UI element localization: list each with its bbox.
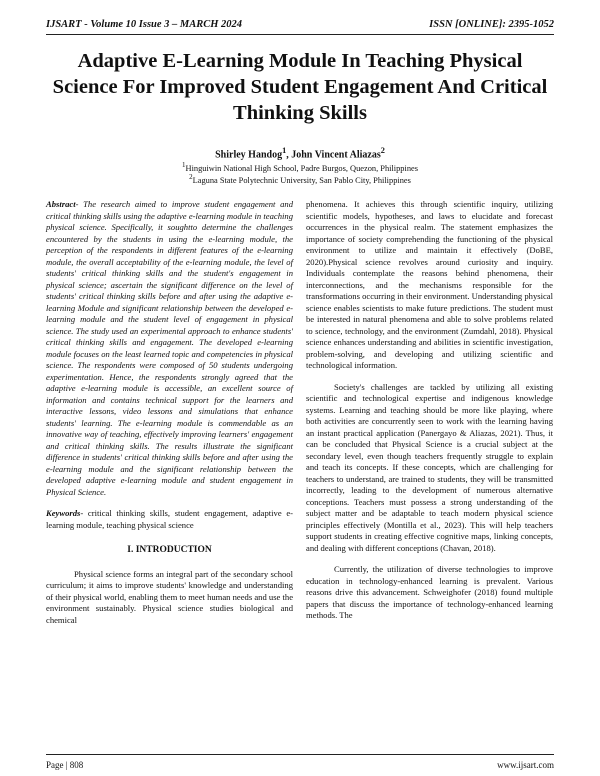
right-column: [306, 199, 553, 622]
author-2: John Vincent Aliazas: [291, 149, 381, 161]
section-heading: I. INTRODUCTION: [127, 545, 212, 555]
author-separator: ,: [286, 149, 292, 161]
affiliation-2-text: Laguna State Polytechnic University, San Pablo City, Philippines: [192, 175, 411, 185]
affiliation-2-sup: 2: [189, 173, 193, 181]
affiliation-1-sup: 1: [182, 161, 186, 169]
affiliation-1: [46, 161, 554, 173]
keywords-label: Keywords: [46, 508, 81, 518]
website-link[interactable]: www.ijsart.com: [497, 760, 554, 770]
author-1: Shirley Handog: [215, 149, 283, 161]
right-paragraph-2: Society's challenges are tackled by utilizing all existing scientific and technological expertise and indigenous knowledge systems. Learning and teaching should be more like playing, where both activities are concurrently seen to work with the learning having an instant practical application (Panergayo & Aliazas, 2021). Thus, it can be concluded that Physical Science is a crucial subject at the secondary level, even though teachers frequently struggle to explain and teach its concepts. If these concepts, which are challenging for teachers to understand, are trained to students, they will be transmitted incorrectly, leading to the development of numerous alternative conceptions. Teachers must possess a strong understanding of the subject matter and be adaptable to teach modern physical science principles effectively (Montilla et al., 2023). This will help teachers support students in creating effective cognitive maps, linking concepts, and dealing with different conceptions (Chavan, 2018).: [306, 381, 553, 553]
author-line: [46, 146, 554, 160]
journal-info: IJSART - Volume 10 Issue 3 – MARCH 2024: [46, 19, 243, 30]
page-number: Page | 808: [46, 760, 84, 770]
left-column: [46, 199, 293, 626]
keywords-text: - critical thinking skills, student engagement, adaptive e-learning module, teaching physical science: [46, 508, 293, 530]
issn-info: ISSN [ONLINE]: 2395-1052: [429, 19, 554, 30]
intro-paragraph-1: Physical science forms an integral part of the secondary school curriculum; it aims to improve students' knowledge and understanding of their physical world, enabling them to meet human needs and use the environment sustainably. Physical science studies biological and chemical: [46, 568, 294, 625]
right-paragraph-3: Currently, the utilization of diverse technologies to improve education in technology-enhanced learning is prevalent. Various reasons drive this advancement. Schweighofer (2018) found multiple papers that discuss the importance of technology-enhanced learning methods. The: [306, 564, 553, 620]
abstract-label: Abstract-: [46, 199, 79, 209]
header-rule: [46, 34, 554, 35]
affiliation-2: [46, 173, 554, 185]
keywords: [46, 508, 293, 531]
author-2-sup: 2: [380, 146, 385, 155]
footer-rule: [46, 754, 554, 755]
affiliation-1-text: Hinguiwin National High School, Padre Burgos, Quezon, Philippines: [185, 163, 418, 173]
right-paragraph-1: phenomena. It achieves this through scientific inquiry, utilizing scientific models, hypotheses, and laws to elucidate and forecast occurrences in the physical realm. The statement emphasizes the importance of society comprehending the functioning of the physical environment to utilize and maintain it effectively (DoBE, 2020).Physical science revolves around curiosity and inquiry. Individuals contemplate the reasons behind phenomena, their interconnections, and the mechanisms responsible for the transformations occurring in their environment. Understanding physical science enables scientists to make future predictions. The student must be interested in natural phenomena and able to solve problems related to science, technology, and the environment (Zumdahl, 2018). Physical science enhances understanding and abilities in scientific investigation, problem-solving, and developing and utilizing scientific and technological information.: [306, 199, 554, 370]
paper-title: Adaptive E-Learning Module In Teaching Physical Science For Improved Student Engagement And Critical Thinking Skills: [52, 50, 548, 124]
abstract-text: The research aimed to improve student engagement and critical thinking skills using the adaptive e-learning module in teaching physical science. Specifically, it soughtto determine the challenges encountered by the students in using the e-learning module, the perception of the respondents in different features of the e-learning module, the overall acceptability of the e-learning module, the level of students' critical thinking skills and the student's engagement in physical science; ascertain the significant difference on the level of students' critical thinking skills before and after using the adaptive e-learning Module and significant relationship between the developed e-learning module and the student level of engagement in physical science. The study used an experimental approach to enhance students' critical thinking skills and engagement. The developed e-learning module focuses on the least learned topic and competencies in physical science. The respondents were composed of 50 students undergoing experimentation. Hence, the respondents strongly agreed that the adaptive e-learning module is accessible, an excellent source of information and contains technical support for the learners and interactive lessons, video lessons and simulations that enhance students' learning. The e-learning module is commendable as an innovative way of teaching, effectively improving learners' engagement and critical thinking skills. The results illustrate the significant difference in students' critical thinking skills before and after using the e-learning module and the significant relationship between the developed adaptive e-learning module and student engagement in Physical Science.: [46, 199, 293, 497]
author-1-sup: 1: [282, 146, 287, 155]
abstract: [46, 199, 293, 498]
